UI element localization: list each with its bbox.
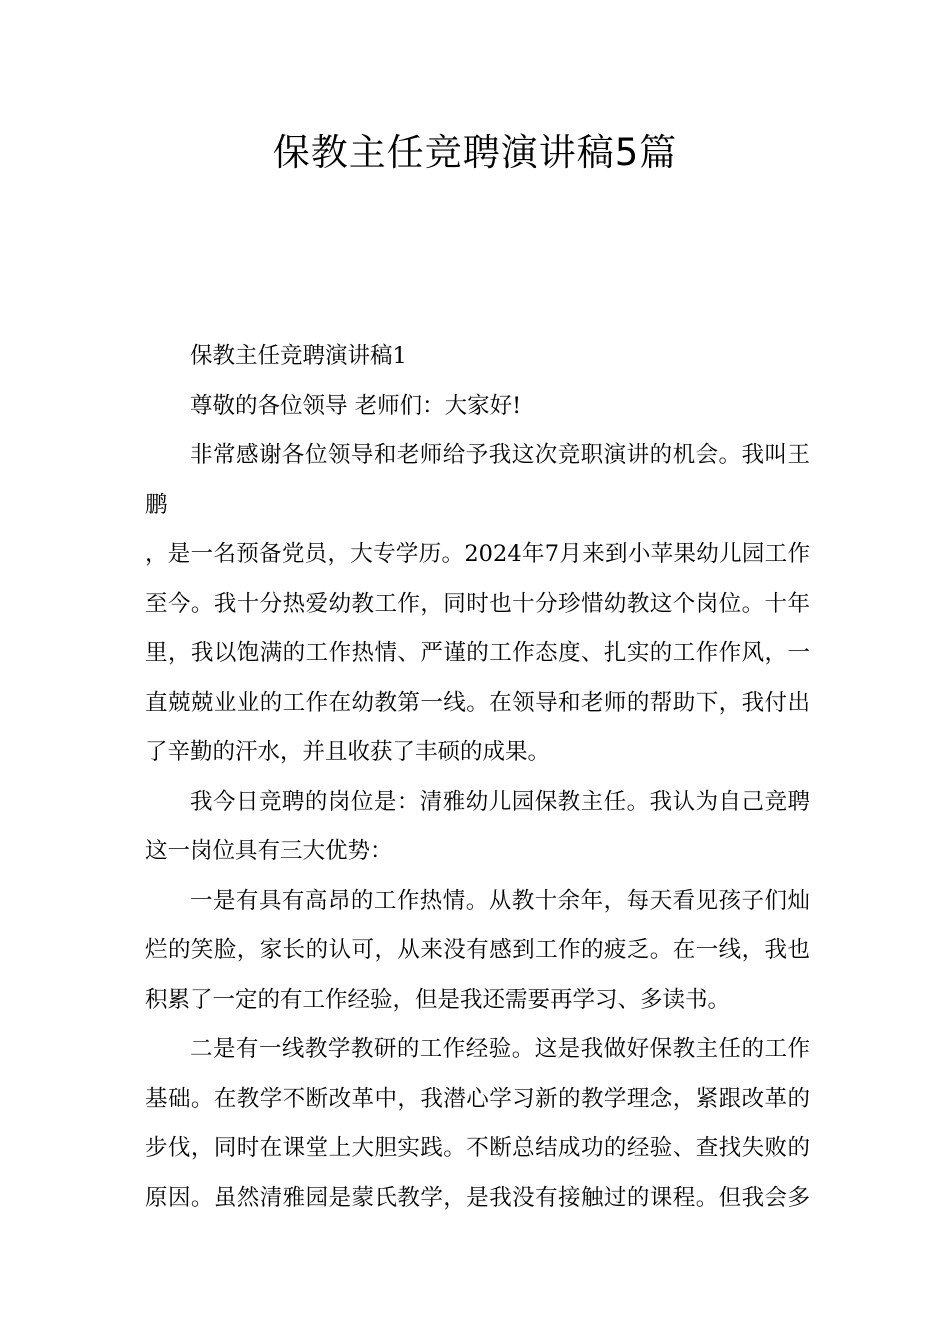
text-line: 里，我以饱满的工作热情、严谨的工作态度、扎实的工作作风，一 [145, 640, 810, 666]
text-line: 步伐，同时在课堂上大胆实践。不断总结成功的经验、查找失败的 [145, 1135, 810, 1161]
text-line: 尊敬的各位领导 老师们：大家好! [190, 392, 522, 419]
document-title: 保教主任竞聘演讲稿5篇 [272, 131, 678, 174]
text-line: 烂的笑脸，家长的认可，从来没有感到工作的疲乏。在一线，我也 [145, 937, 810, 963]
document-body [145, 332, 810, 1223]
text-line: 原因。虽然清雅园是蒙氏教学，是我没有接触过的课程。但我会多 [145, 1184, 810, 1211]
text-line: 我今日竞聘的岗位是：清雅幼儿园保教主任。我认为自己竞聘 [190, 788, 810, 815]
text-line: 至今。我十分热爱幼教工作，同时也十分珍惜幼教这个岗位。十年 [145, 590, 810, 617]
text-line: 这一岗位具有三大优势： [145, 838, 393, 864]
text-line: 二是有一线教学教研的工作经验。这是我做好保教主任的工作 [190, 1036, 810, 1062]
text-line: 保教主任竞聘演讲稿1 [190, 343, 407, 369]
text-line: 直兢兢业业的工作在幼教第一线。在领导和老师的帮助下，我付出 [145, 689, 810, 716]
text-line: 鹏 [145, 491, 168, 518]
text-line: 基础。在教学不断改革中，我潜心学习新的教学理念，紧跟改革的 [145, 1085, 810, 1112]
text-line: 了辛勤的汗水，并且收获了丰硕的成果。 [145, 739, 551, 765]
text-line: 积累了一定的有工作经验，但是我还需要再学习、多读书。 [145, 986, 731, 1013]
text-line: 非常感谢各位领导和老师给予我这次竞职演讲的机会。我叫王 [190, 442, 810, 468]
text-line: 一是有具有高昂的工作热情。从教十余年，每天看见孩子们灿 [190, 887, 810, 914]
text-line: ，是一名预备党员，大专学历。2024年7月来到小苹果幼儿园工作 [145, 541, 810, 567]
